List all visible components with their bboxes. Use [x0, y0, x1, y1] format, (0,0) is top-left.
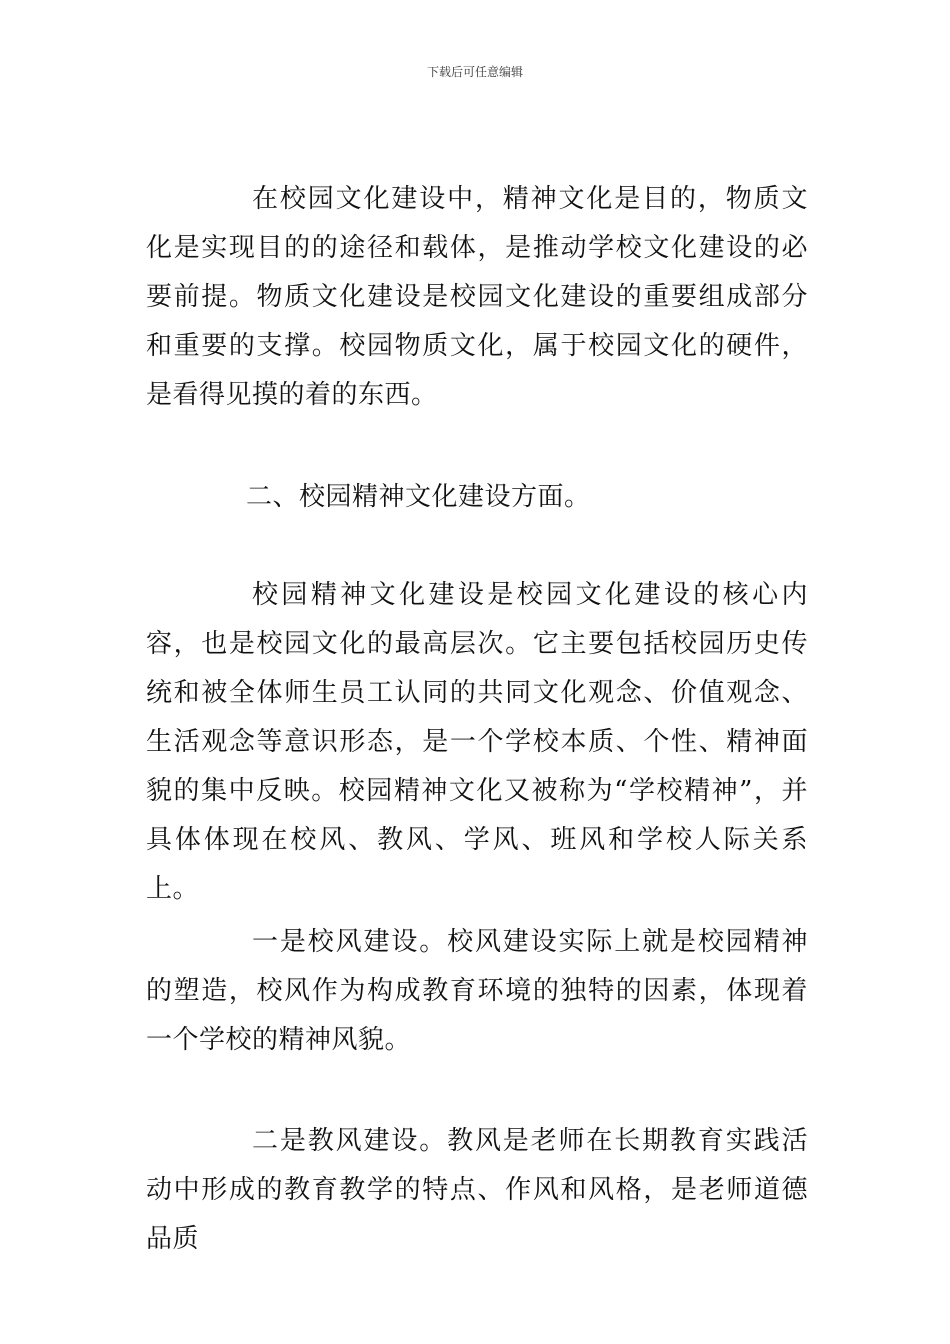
page-header-note: 下载后可任意编辑 — [426, 65, 523, 79]
paragraph-material-culture: 在校园文化建设中，精神文化是目的，物质文化是实现目的的途径和载体，是推动学校文化建设的必要前提。物质文化建设是校园文化建设的重要组成部分和重要的支撑。校园物质文化，属于校园文化的硬件，是看得见摸的着的东西。 — [146, 184, 808, 410]
paragraph-teaching-style: 二是教风建设。教风是老师在长期教育实践活动中形成的教育教学的特点、作风和风格，是老师道德品质 — [146, 1126, 808, 1254]
section-heading-spiritual-culture: 二、校园精神文化建设方面。 — [246, 482, 591, 512]
paragraph-school-spirit: 一是校风建设。校风建设实际上就是校园精神的塑造，校风作为构成教育环境的独特的因素，体现着一个学校的精神风貌。 — [146, 927, 808, 1055]
paragraph-spiritual-culture: 校园精神文化建设是校园文化建设的核心内容，也是校园文化的最高层次。它主要包括校园历史传统和被全体师生员工认同的共同文化观念、价值观念、生活观念等意识形态，是一个学校本质、个性、精神面貌的集中反映。校园精神文化又被称为“学校精神”，并具体体现在校风、教风、学风、班风和学校人际关系上。 — [146, 580, 808, 904]
